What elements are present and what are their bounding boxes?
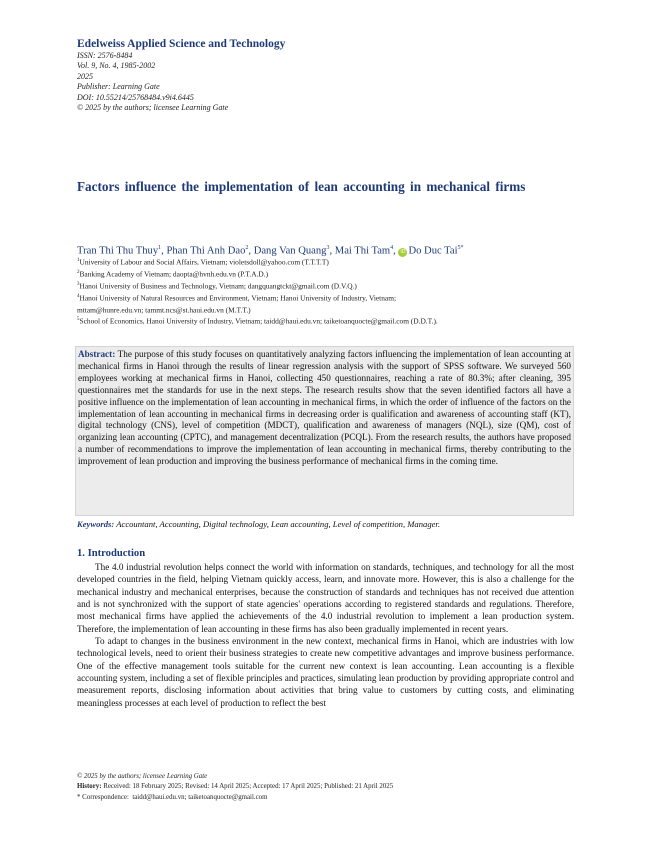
keywords-text: Accountant, Accounting, Digital technology, Lean accounting, Level of competition, Manager. xyxy=(116,519,440,529)
journal-doi[interactable]: DOI: 10.55214/25768484.v9i4.6445 xyxy=(77,92,194,102)
paper-title: Factors influence the implementation of lean accounting in mechanical firms xyxy=(77,179,526,194)
affiliation-number: 5 xyxy=(77,317,80,323)
affiliation-number: 4 xyxy=(77,293,80,299)
section-heading-introduction: 1. Introduction xyxy=(77,548,146,559)
author-separator: , xyxy=(248,245,254,257)
affiliation xyxy=(77,292,577,304)
author-affiliation-mark: 5* xyxy=(457,245,464,251)
affiliation-text: University of Labour and Social Affairs, Vietnam; violetsdoll@yahoo.com (T.T.T.T) xyxy=(79,257,329,267)
journal-year: 2025 xyxy=(77,71,93,81)
author-name: Tran Thi Thu Thuy xyxy=(77,245,159,257)
author-separator: , xyxy=(393,245,399,257)
footer-copyright: © 2025 by the authors; licensee Learning Gate xyxy=(77,773,208,780)
author-name: Do Duc Tai xyxy=(408,245,458,257)
affiliation xyxy=(77,256,577,268)
footer-history xyxy=(77,782,577,792)
author-affiliation-mark: 3 xyxy=(326,245,330,251)
correspondence-label: * Correspondence: xyxy=(77,793,129,801)
history-text: Received: 18 February 2025; Revised: 14 April 2025; Accepted: 17 April 2025; Published: 21 April 2025 xyxy=(103,783,394,791)
journal-volume: Vol. 9, No. 4, 1985-2002 xyxy=(77,61,156,71)
author-affiliation-mark: 1 xyxy=(158,245,162,251)
affiliation xyxy=(77,315,577,327)
footer-correspondence xyxy=(77,793,577,803)
affiliation-number: 1 xyxy=(77,258,80,263)
journal-issn: ISSN: 2576-8484 xyxy=(77,51,133,60)
journal-name: Edelweiss Applied Science and Technology xyxy=(77,38,286,50)
correspondence-emails[interactable]: taidd@haui.edu.vn; taiketoanquocte@gmail.com xyxy=(132,793,268,801)
abstract-label: Abstract: xyxy=(78,349,116,359)
abstract-box xyxy=(75,346,574,516)
author-name: Dang Van Quang xyxy=(253,245,327,257)
affiliation-text: School of Economics, Hanoi University of Industry, Vietnam; taidd@haui.edu.vn; taiketoanquocte@gmail.com (D.D.T.). xyxy=(79,316,438,326)
author-separator: , xyxy=(329,245,335,257)
author-affiliation-mark: 2 xyxy=(245,245,249,251)
author-affiliation-mark: 4 xyxy=(390,245,394,251)
affiliation-text: mttam@hunre.edu.vn; tammt.ncs@st.haui.edu.vn (M.T.T.) xyxy=(77,304,251,314)
orcid-icon[interactable]: iD xyxy=(400,248,406,255)
affiliation-text: Hanoi University of Natural Resources and Environment, Vietnam; Hanoi University of Industry, Vietnam; xyxy=(79,293,396,303)
affiliation-list xyxy=(77,256,577,327)
page-footer xyxy=(77,772,577,803)
history-label: History: xyxy=(77,783,102,791)
author-separator: , xyxy=(161,245,167,257)
author-name: Mai Thi Tam xyxy=(334,245,391,257)
keywords xyxy=(77,519,577,530)
affiliation xyxy=(77,304,577,316)
introduction-body xyxy=(77,561,574,709)
paragraph: The 4.0 industrial revolution helps connect the world with information on standards, techniques, and technology for all the most developed countries in the field, helping Vietnam quickly access, learn, and innovate more. However, this is also a challenge for the mechanical industry and mechanical enterprises, because the construction of standards and techniques has not received due attention and is not synchronized with the support of state agencies' operations according to registered standards and regulations. Therefore, most mechanical firms have applied the achievements of the 4.0 industrial revolution to implement a lean production system. Therefore, the implementation of lean accounting in these firms has also been gradually implemented in recent years. xyxy=(77,562,574,634)
affiliation-text: Banking Academy of Vietnam; daopta@hvnh.edu.vn (P.T.A.D.) xyxy=(79,269,269,279)
abstract-text: The purpose of this study focuses on quantitatively analyzing factors influencing the implementation of lean accounting at mechanical firms in Hanoi through the results of linear regression analysis with the support of SPSS software. We surveyed 560 employees working at mechanical firms in Hanoi, collecting 450 questionnaires, reaching a rate of 80.3%; after cleaning, 395 questionnaires met the standards for use in the next steps. The research results show that the seven identified factors all have a positive influence on the implementation of lean accounting in mechanical firms, in which the order of influence of the factors on the implementation of lean accounting in mechanical firms in decreasing order is qualification and awareness of accounting staff (KT), digital technology (CNS), level of competition (MDCT), qualification and awareness of managers (NQL), size (QM), cost of organizing lean accounting (CPTC), and management decentralization (PCQL). From the research results, the authors have proposed a number of recommendations to improve the implementation of lean accounting in mechanical firms, thereby contributing to the improvement of lean production and improving the business performance of mechanical firms in the coming time. xyxy=(78,349,571,467)
affiliation xyxy=(77,280,577,292)
journal-license: © 2025 by the authors; licensee Learning Gate xyxy=(77,103,229,113)
affiliation-number: 2 xyxy=(77,269,80,275)
affiliation xyxy=(77,268,577,280)
affiliation-text: Hanoi University of Business and Technology, Vietnam; dangquangtckt@gmail.com (D.V.Q.) xyxy=(79,281,357,291)
author-name: Phan Thi Anh Dao xyxy=(166,245,246,257)
journal-header xyxy=(77,37,597,113)
journal-publisher: Publisher: Learning Gate xyxy=(77,82,160,92)
keywords-label: Keywords: xyxy=(77,519,115,529)
paragraph: To adapt to changes in the business environment in the new context, mechanical firms in Hanoi, which are industries with low technological levels, need to orient their business strategies to create new competitive advantages and improve business performance. One of the effective management tools suitable for the current new context is lean accounting. Lean accounting is a flexible accounting system, including a set of flexible principles and practices, simulating lean production by providing appropriate control and measurement reports, disclosing information about activities that bring value to customers by cutting costs, and eliminating meaningless processes at each level of production to reflect the best xyxy=(77,636,574,708)
affiliation-number: 3 xyxy=(77,281,80,287)
